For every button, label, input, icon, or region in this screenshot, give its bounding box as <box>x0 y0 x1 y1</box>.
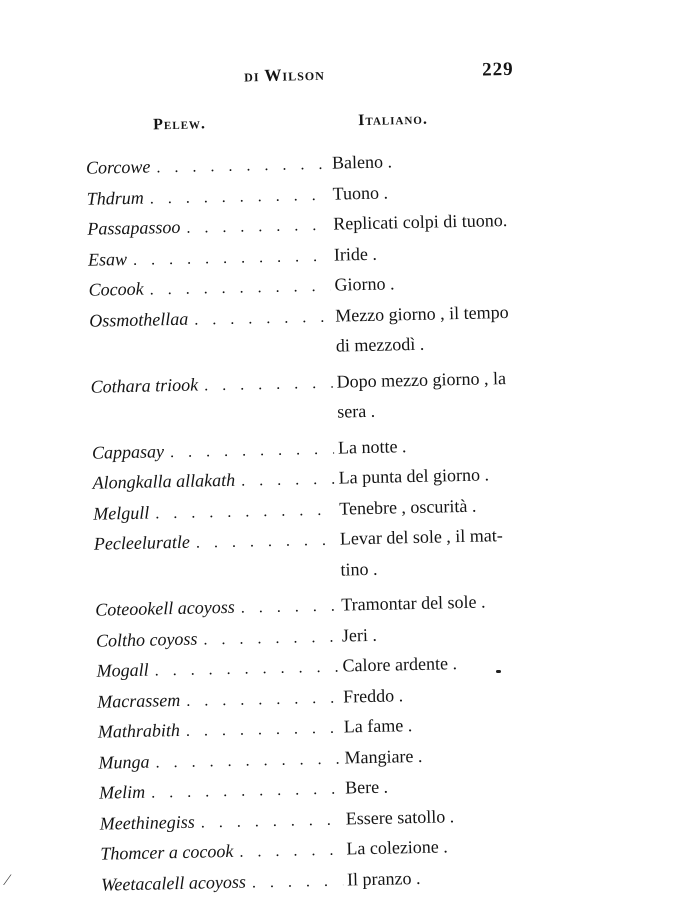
italian-definition: Essere satollo . <box>345 805 455 829</box>
dot-leader <box>252 866 344 897</box>
dot-leader <box>155 495 336 528</box>
pelew-term: Meethinegiss <box>99 811 195 834</box>
dot-leader <box>239 836 343 868</box>
italian-definition: Replicati colpi di tuono. <box>333 210 508 234</box>
dot-leader <box>204 368 333 400</box>
pelew-term: Munga <box>98 751 150 773</box>
dot-leader <box>194 302 332 334</box>
dot-leader <box>156 150 328 183</box>
italian-definition: Freddo . <box>342 684 404 707</box>
ink-speck <box>496 670 501 673</box>
dot-leader <box>155 744 341 777</box>
dot-leader <box>200 805 342 837</box>
italian-definition: Iride . <box>333 243 378 265</box>
dot-leader <box>151 775 342 808</box>
dot-leader <box>170 434 335 467</box>
running-head: di Wilson <box>243 64 325 86</box>
dot-leader <box>241 465 335 496</box>
glossary-list <box>86 144 572 901</box>
italian-definition: Il pranzo . <box>346 867 421 889</box>
definition-continuation: di mezzodì . <box>335 333 425 356</box>
pelew-term: Mathrabith <box>97 719 181 742</box>
italian-definition: Giorno . <box>334 273 395 295</box>
pelew-term: Coteookell acoyoss <box>95 596 235 620</box>
italian-definition: La fame . <box>343 715 413 737</box>
italian-definition: Mangiare . <box>344 745 423 768</box>
pelew-term: Alongkalla allakath <box>92 469 236 493</box>
italian-definition: Tuono . <box>332 181 389 204</box>
pelew-term: Coltho coyoss <box>95 628 198 651</box>
pelew-term: Melim <box>98 781 146 803</box>
dot-leader <box>149 180 329 213</box>
dot-leader <box>133 241 331 275</box>
definition-continuation: tino . <box>340 558 378 580</box>
dot-leader <box>186 211 330 243</box>
pelew-term: Passapassoo <box>87 216 181 239</box>
dot-leader <box>203 622 338 654</box>
italian-definition: Mezzo giorno , il tempo <box>334 301 509 326</box>
pelew-term: Thdrum <box>86 187 144 209</box>
italian-definition: Calore ardente . <box>342 653 458 676</box>
italian-definition: La notte . <box>337 435 407 458</box>
dot-leader <box>186 683 340 716</box>
dot-leader <box>154 653 339 686</box>
italian-definition: La punta del giorno . <box>338 464 490 488</box>
pelew-term: Melgull <box>93 502 150 524</box>
italian-definition: Tenebre , oscurità . <box>339 495 477 519</box>
italian-definition: Baleno . <box>331 151 393 173</box>
italian-definition: Tramontar del sole . <box>341 591 486 615</box>
italian-definition: Bere . <box>344 776 389 798</box>
dot-leader <box>240 592 337 624</box>
italian-definition: Levar del sole , il mat- <box>339 525 503 549</box>
pelew-term: Thomcer a cocook <box>100 840 234 864</box>
margin-mark: ⁄ <box>6 872 9 889</box>
pelew-term: Esaw <box>87 248 128 270</box>
italian-definition: Jeri . <box>341 624 378 646</box>
italian-definition: Dopo mezzo giorno , la <box>336 367 507 392</box>
pelew-term: Weetacalell acoyoss <box>100 871 247 895</box>
pelew-term: Macrassem <box>97 689 181 712</box>
column-heading-pelew: Pelew. <box>152 115 207 134</box>
pelew-term: Cappasay <box>91 440 165 463</box>
dot-leader <box>196 526 337 558</box>
pelew-term: Corcowe <box>85 156 151 178</box>
pelew-term: Ossmothellaa <box>89 308 189 331</box>
column-heading-italiano: Italiano. <box>357 110 429 130</box>
dot-leader <box>149 272 331 305</box>
definition-continuation: sera . <box>337 400 376 422</box>
pelew-term: Cothara triook <box>90 374 199 397</box>
pelew-term: Mogall <box>96 659 149 681</box>
pelew-term: Pecleeluratle <box>93 531 191 554</box>
page-number: 229 <box>481 58 514 81</box>
italian-definition: La colezione . <box>346 836 449 859</box>
dot-leader <box>186 714 341 747</box>
pelew-term: Cocook <box>88 278 144 300</box>
